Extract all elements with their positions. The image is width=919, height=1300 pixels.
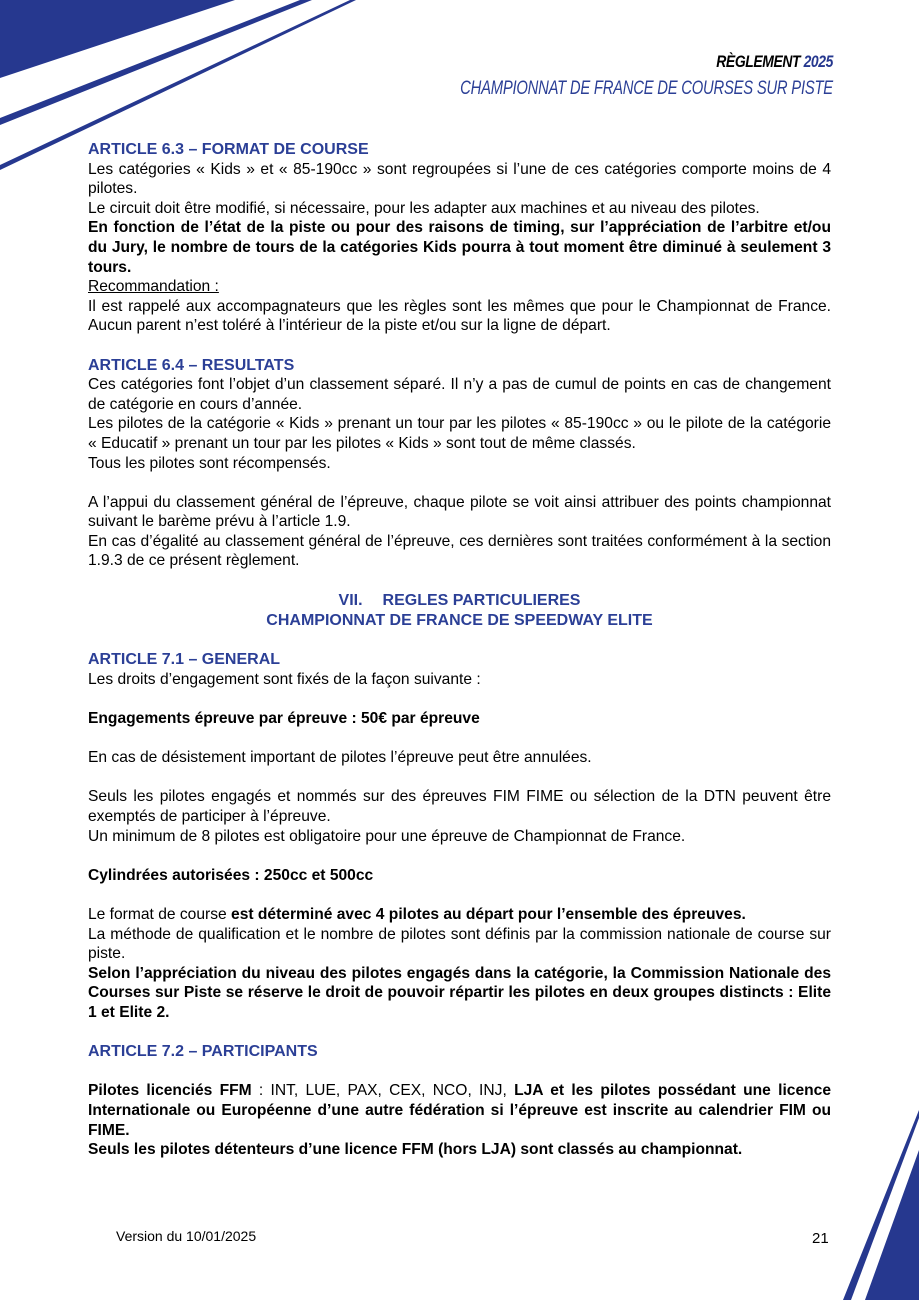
article-7-1-para-7 [88, 905, 831, 925]
document-body [88, 140, 831, 1160]
document-header [355, 52, 833, 100]
article-7-1-para-3: En cas de désistement important de pilotes l’épreuve peut être annulées. [88, 749, 592, 767]
article-7-2-para-1 [88, 1081, 831, 1140]
format-text-bold: est déterminé avec 4 pilotes au départ pour l’ensemble des épreuves. [231, 905, 746, 923]
article-6-3-para-1: Les catégories « Kids » et « 85-190cc » sont regroupées si l’une de ces catégories comporte moins de 4 pilotes. [88, 160, 831, 198]
reglement-title [441, 52, 833, 72]
cylindrees-autorisees: Cylindrées autorisées : 250cc et 500cc [88, 866, 374, 884]
article-7-1-para-4: Seuls les pilotes engagés et nommés sur des épreuves FIM FIME ou sélection de la DTN peuvent être exemptés de participer à l’épreuve. [88, 788, 831, 825]
article-6-3-para-3: En fonction de l’état de la piste ou pour des raisons de timing, sur l’appréciation de l’arbitre et/ou du Jury, le nombre de tours de la catégories Kids pourra à tout moment être diminué à seulement 3 tours. [88, 219, 831, 276]
section-7-number: VII. [338, 591, 363, 609]
licence-conditions: LJA et les pilotes possédant une licence Internationale ou Européenne d’une autre fédération si l’épreuve est inscrite au calendrier FIM ou FIME. [88, 1082, 831, 1139]
licence-codes: : INT, LUE, PAX, CEX, NCO, INJ, [251, 1082, 515, 1100]
section-7-title: REGLES PARTICULIERES [382, 591, 581, 609]
section-7-subtitle: CHAMPIONNAT DE FRANCE DE SPEEDWAY ELITE [266, 611, 653, 629]
article-6-3-para-2: Le circuit doit être modifié, si nécessaire, pour les adapter aux machines et au niveau des pilotes. [88, 199, 760, 217]
article-6-4-para-1: Ces catégories font l’objet d’un classement séparé. Il n’y a pas de cumul de points en cas de changement de catégorie en cours d’année. [88, 376, 831, 413]
article-7-1-para-5: Un minimum de 8 pilotes est obligatoire pour une épreuve de Championnat de France. [88, 827, 686, 845]
engagement-fee: Engagements épreuve par épreuve : 50€ par épreuve [88, 710, 480, 728]
footer-version: Version du 10/01/2025 [116, 1228, 257, 1244]
corner-stripes-bottom-right [839, 1110, 919, 1300]
championship-title: CHAMPIONNAT DE FRANCE DE COURSES SUR PISTE [460, 78, 833, 99]
article-6-4-para-3: Tous les pilotes sont récompensés. [88, 454, 331, 472]
pilotes-licencies-label: Pilotes licenciés FFM [88, 1082, 252, 1100]
article-7-1-para-8: La méthode de qualification et le nombre de pilotes sont définis par la commission nationale de course sur piste. [88, 925, 831, 963]
page-number: 21 [812, 1230, 829, 1247]
article-7-1-para-1: Les droits d’engagement sont fixés de la façon suivante : [88, 670, 481, 688]
section-7-heading [88, 591, 831, 611]
article-7-2-title: ARTICLE 7.2 – PARTICIPANTS [88, 1043, 318, 1061]
article-7-2-para-2: Seuls les pilotes détenteurs d’une licence FFM (hors LJA) sont classés au championnat. [88, 1141, 743, 1159]
recommandation-label: Recommandation : [88, 278, 219, 296]
article-6-4-para-2: Les pilotes de la catégorie « Kids » prenant un tour par les pilotes « 85-190cc » ou le pilote de la catégorie « Educatif » prenant un tour par les pilotes « Kids » sont tout de même classés. [88, 415, 831, 452]
reglement-label: RÈGLEMENT [716, 52, 801, 71]
reglement-year: 2025 [803, 52, 833, 71]
article-7-1-para-9: Selon l’appréciation du niveau des pilotes engagés dans la catégorie, la Commission Nationale des Courses sur Piste se réserve le droit de pouvoir répartir les pilotes en deux groupes distincts : Elite 1 et Elite 2. [88, 964, 831, 1021]
article-6-3-para-4: Il est rappelé aux accompagnateurs que les règles sont les mêmes que pour le Championnat de France. Aucun parent n’est toléré à l’intérieur de la piste et/ou sur la ligne de départ. [88, 297, 831, 335]
article-6-3-title: ARTICLE 6.3 – FORMAT DE COURSE [88, 141, 369, 158]
article-6-4-title: ARTICLE 6.4 – RESULTATS [88, 356, 295, 374]
article-6-4-para-5: En cas d’égalité au classement général de l’épreuve, ces dernières sont traitées conformément à la section 1.9.3 de ce présent règlement. [88, 532, 831, 570]
article-7-1-title: ARTICLE 7.1 – GENERAL [88, 651, 281, 669]
format-text: Le format de course [88, 905, 232, 923]
article-6-4-para-4: A l’appui du classement général de l’épreuve, chaque pilote se voit ainsi attribuer des points championnat suivant le barème prévu à l’article 1.9. [88, 493, 831, 531]
